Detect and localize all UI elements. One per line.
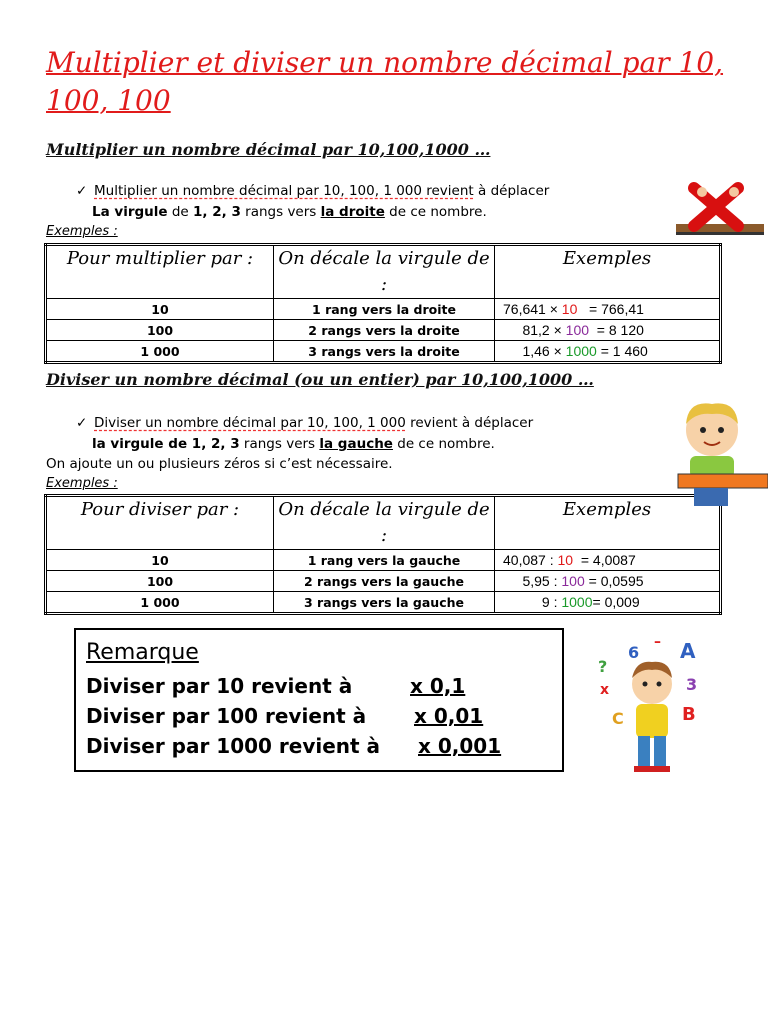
table-header: On décale la virgule de : — [274, 496, 495, 550]
ex-num: 1,46 × — [503, 343, 566, 359]
multiply-table — [44, 243, 722, 364]
table-row — [46, 341, 721, 363]
ex-op: 100 — [561, 573, 585, 589]
table-cell — [495, 341, 721, 363]
table-header: Exemples — [495, 245, 721, 299]
table-cell: 1 000 — [46, 341, 274, 363]
ex-op: 10 — [561, 301, 578, 317]
table-header: Pour multiplier par : — [46, 245, 274, 299]
svg-text:x: x — [600, 682, 610, 698]
remark-line — [86, 674, 352, 698]
rule-divide — [92, 435, 495, 454]
svg-text:?: ? — [598, 657, 608, 676]
checkmark-icon: ✓ — [76, 415, 88, 431]
table-header: Exemples — [495, 496, 721, 550]
remark-line — [86, 704, 366, 728]
rule-part: de — [167, 204, 194, 220]
bullet-divide-text-b: revient à déplacer — [405, 415, 534, 431]
rule-part: rangs vers — [240, 204, 321, 220]
rule-part: la gauche — [319, 436, 393, 452]
bullet-multiply — [76, 182, 549, 201]
table-cell — [495, 571, 721, 592]
remark-text: Diviser par 10 revient à — [86, 674, 353, 698]
remark-box — [74, 628, 564, 772]
bullet-divide-text-a: Diviser un nombre décimal par 10, 100, 1 000 — [94, 415, 406, 431]
table-cell: 10 — [46, 299, 274, 320]
svg-text:3: 3 — [686, 675, 698, 694]
rule-multiply — [92, 203, 487, 222]
bullet-multiply-text-a: Multiplier un nombre décimal par 10, 100, 1 000 revient — [94, 183, 474, 199]
remark-value: x 0,1 — [410, 674, 466, 698]
remark-title: Remarque — [86, 640, 199, 665]
section-heading-divide: Diviser un nombre décimal (ou un entier) par 10,100,1000 … — [46, 370, 594, 389]
rule-part: 1, 2, 3 — [193, 204, 241, 220]
table-row — [46, 299, 721, 320]
ex-res: = 1 460 — [596, 343, 648, 359]
remark-value: x 0,001 — [418, 734, 502, 758]
ex-num: 9 : — [503, 594, 562, 610]
boy-with-ruler-clipart-icon — [676, 400, 768, 512]
ex-num: 76,641 × — [503, 301, 562, 317]
table-cell: 3 rangs vers la gauche — [274, 592, 495, 614]
ex-res: = 0,0595 — [584, 573, 644, 589]
table-cell: 2 rangs vers la droite — [274, 320, 495, 341]
examples-label: Exemples : — [46, 476, 118, 491]
table-row — [46, 592, 721, 614]
section-heading-multiply: Multiplier un nombre décimal par 10,100,1000 … — [46, 140, 491, 159]
remark-text: Diviser par 100 revient à — [86, 704, 367, 728]
svg-text:A: A — [680, 639, 696, 663]
svg-text:–: – — [654, 634, 661, 650]
table-cell: 1 rang vers la gauche — [274, 550, 495, 571]
rule-part: de ce nombre. — [384, 204, 487, 220]
table-row — [46, 320, 721, 341]
table-cell — [495, 550, 721, 571]
ex-op: 1000 — [561, 594, 593, 610]
ex-op: 100 — [565, 322, 590, 338]
table-cell — [495, 299, 721, 320]
rule-part: rangs vers — [239, 436, 320, 452]
rule-part: La virgule — [92, 204, 168, 220]
table-cell — [495, 592, 721, 614]
thinking-boy-with-letters-clipart-icon — [590, 632, 710, 782]
remark-value: x 0,01 — [414, 704, 484, 728]
ex-num: 40,087 : — [503, 552, 558, 568]
page-title: Multiplier et diviser un nombre décimal par 10, 100, 100 — [46, 46, 724, 117]
divide-table — [44, 494, 722, 615]
checkmark-icon: ✓ — [76, 183, 88, 199]
ex-num: 81,2 × — [503, 322, 566, 338]
table-cell: 3 rangs vers la droite — [274, 341, 495, 363]
examples-label: Exemples : — [46, 224, 118, 239]
ex-res: = 4,0087 — [573, 552, 636, 568]
remark-line — [86, 734, 380, 758]
table-header: Pour diviser par : — [46, 496, 274, 550]
ex-num: 5,95 : — [503, 573, 562, 589]
remark-text: Diviser par 1000 revient à — [86, 734, 381, 758]
ex-op: 1000 — [565, 343, 597, 359]
svg-text:6: 6 — [628, 643, 640, 662]
ex-op: 10 — [557, 552, 574, 568]
table-cell: 1 000 — [46, 592, 274, 614]
table-row — [46, 571, 721, 592]
table-cell: 2 rangs vers la gauche — [274, 571, 495, 592]
ex-res: = 0,009 — [592, 594, 640, 610]
bullet-multiply-text-b: à déplacer — [473, 183, 550, 199]
table-header: On décale la virgule de : — [274, 245, 495, 299]
table-cell: 10 — [46, 550, 274, 571]
rule-part: la virgule de 1, 2, 3 — [92, 436, 240, 452]
svg-text:B: B — [682, 704, 696, 725]
table-cell: 1 rang vers la droite — [274, 299, 495, 320]
table-cell: 100 — [46, 571, 274, 592]
ex-res: = 8 120 — [589, 322, 644, 338]
table-row — [46, 550, 721, 571]
red-cross-clipart-icon — [672, 180, 768, 244]
ex-res: = 766,41 — [577, 301, 644, 317]
rule-part: de ce nombre. — [392, 436, 495, 452]
table-cell: 100 — [46, 320, 274, 341]
table-cell — [495, 320, 721, 341]
zeros-note: On ajoute un ou plusieurs zéros si c’est nécessaire. — [46, 456, 393, 472]
bullet-divide — [76, 414, 533, 433]
svg-text:C: C — [612, 709, 624, 728]
rule-part: la droite — [320, 204, 385, 220]
